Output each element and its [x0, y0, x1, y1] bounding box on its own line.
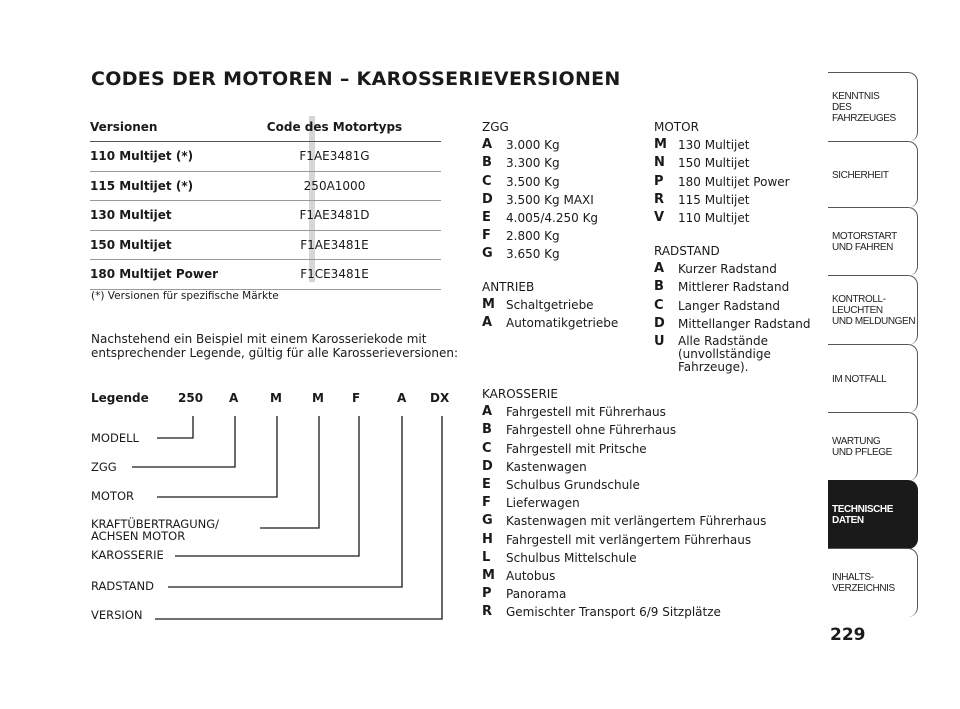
list-item: F 2.800 Kg — [482, 228, 560, 244]
legend-label-model: MODELL — [91, 431, 139, 445]
engine-code-cell: F1CE3481E — [300, 267, 369, 282]
list-item: A 3.000 Kg — [482, 137, 560, 153]
list-item: R 115 Multijet — [654, 191, 750, 207]
list-item: A Automatikgetriebe — [482, 315, 619, 331]
list-item: V 110 Multijet — [654, 210, 750, 226]
list-item: E Schulbus Grundschule — [482, 477, 640, 493]
list-item: B Fahrgestell ohne Führerhaus — [482, 422, 677, 438]
table-footnote: (*) Versionen für spezifische Märkte — [91, 290, 279, 302]
legend-code-zgg: A — [229, 391, 239, 405]
list-item: D 3.500 Kg MAXI — [482, 191, 594, 207]
list-item: C Fahrgestell mit Pritsche — [482, 440, 647, 456]
tab-inhaltsverzeichnis[interactable]: INHALTS- VERZEICHNIS — [828, 548, 918, 617]
engine-code-cell: F1AE3481D — [299, 208, 370, 223]
list-item: G 3.650 Kg — [482, 246, 560, 262]
zgg-list — [482, 118, 598, 264]
tab-motorstart[interactable]: MOTORSTART UND FAHREN — [828, 207, 918, 276]
connector-motor — [157, 416, 277, 497]
version-cell: 115 Multijet (*) — [90, 178, 194, 193]
list-item: B Mittlerer Radstand — [654, 279, 790, 295]
list-item: M 130 Multijet — [654, 137, 750, 153]
header-engine-code: Code des Motortyps — [266, 120, 403, 134]
legend-code-wheelbase: A — [397, 391, 407, 405]
legend-label-version: VERSION — [91, 608, 143, 622]
header-versions: Versionen — [90, 120, 158, 134]
engine-code-cell: F1AE3481E — [300, 237, 369, 252]
list-item: P 180 Multijet Power — [654, 173, 790, 189]
list-item: B 3.300 Kg — [482, 155, 560, 171]
list-item: A Fahrgestell mit Führerhaus — [482, 404, 666, 420]
engine-code-cell: 250A1000 — [303, 178, 366, 193]
connector-zgg — [132, 416, 235, 467]
list-item: P Panorama — [482, 586, 567, 602]
karosserie-title: KAROSSERIE — [482, 387, 558, 401]
version-cell: 110 Multijet (*) — [90, 149, 194, 163]
tab-kenntnis[interactable]: KENNTNIS DES FAHRZEUGES — [828, 72, 918, 142]
legend-code-version: DX — [430, 391, 450, 405]
list-item: F Lieferwagen — [482, 495, 580, 511]
karosserie-list — [482, 385, 766, 622]
example-paragraph: Nachstehend ein Beispiel mit einem Karosseriekode mit entsprechender Legende, gültig für alle Karosserieversionen: — [91, 332, 459, 360]
legend-code-drive: M — [312, 391, 324, 405]
list-item: D Kastenwagen — [482, 458, 587, 474]
list-item: A Kurzer Radstand — [654, 261, 777, 277]
page-title: CODES DER MOTOREN – KAROSSERIEVERSIONEN — [91, 68, 621, 90]
engine-code-table — [90, 116, 441, 290]
connector-wheelbase — [168, 416, 402, 587]
list-item: D Mittellanger Radstand — [654, 315, 811, 331]
legend-label-transmission: KRAFTÜBERTRAGUNG/ ACHSEN MOTOR — [91, 517, 220, 543]
list-item: U Alle Radstände (unvollständige Fahrzeuge). — [654, 334, 771, 375]
legend-code-model: 250 — [178, 391, 204, 405]
version-cell: 180 Multijet Power — [90, 267, 219, 282]
engine-code-cell: F1AE3481G — [299, 149, 370, 163]
connector-transmission — [260, 416, 319, 528]
list-item: C Langer Radstand — [654, 297, 780, 313]
tab-sicherheit[interactable]: SICHERHEIT — [828, 141, 918, 208]
antrieb-list — [482, 278, 618, 333]
tab-technische-daten[interactable]: TECHNISCHE DATEN — [828, 480, 918, 549]
zgg-title: ZGG — [482, 120, 509, 134]
legend-label-body: KAROSSERIE — [91, 548, 164, 562]
antrieb-title: ANTRIEB — [482, 280, 535, 294]
legend-word: Legende — [91, 391, 149, 405]
legend-code-body: F — [352, 391, 361, 405]
legend-code-motor: M — [270, 391, 282, 405]
page-number: 229 — [830, 625, 866, 645]
list-item: N 150 Multijet — [654, 155, 750, 171]
list-item: M Schaltgetriebe — [482, 297, 594, 313]
list-item: M Autobus — [482, 568, 556, 584]
motor-list — [654, 118, 790, 227]
tab-wartung[interactable]: WARTUNG UND PFLEGE — [828, 412, 918, 481]
list-item: L Schulbus Mittelschule — [482, 549, 637, 565]
legend-label-motor: MOTOR — [91, 489, 135, 503]
motor-title: MOTOR — [654, 120, 699, 134]
table-row — [90, 201, 441, 231]
list-item: R Gemischter Transport 6/9 Sitzplätze — [482, 604, 721, 620]
version-cell: 130 Multijet — [90, 208, 172, 223]
radstand-list — [654, 242, 810, 374]
legend-label-zgg: ZGG — [91, 460, 117, 474]
tab-im-notfall[interactable]: IM NOTFALL — [828, 344, 918, 413]
table-row — [90, 172, 441, 202]
table-header-row — [90, 116, 441, 142]
connector-model — [157, 416, 193, 438]
table-row — [90, 231, 441, 261]
list-item: G Kastenwagen mit verlängertem Führerhaus — [482, 513, 767, 529]
list-item: H Fahrgestell mit verlängertem Führerhaus — [482, 531, 752, 547]
table-row — [90, 260, 441, 290]
list-item: C 3.500 Kg — [482, 173, 560, 189]
radstand-title: RADSTAND — [654, 244, 720, 258]
list-item: E 4.005/4.250 Kg — [482, 210, 599, 226]
version-cell: 150 Multijet — [90, 237, 172, 252]
legend-label-wheelbase: RADSTAND — [91, 579, 155, 593]
tab-kontrollleuchten[interactable]: KONTROLL- LEUCHTEN UND MELDUNGEN — [828, 275, 918, 345]
table-row — [90, 142, 441, 172]
